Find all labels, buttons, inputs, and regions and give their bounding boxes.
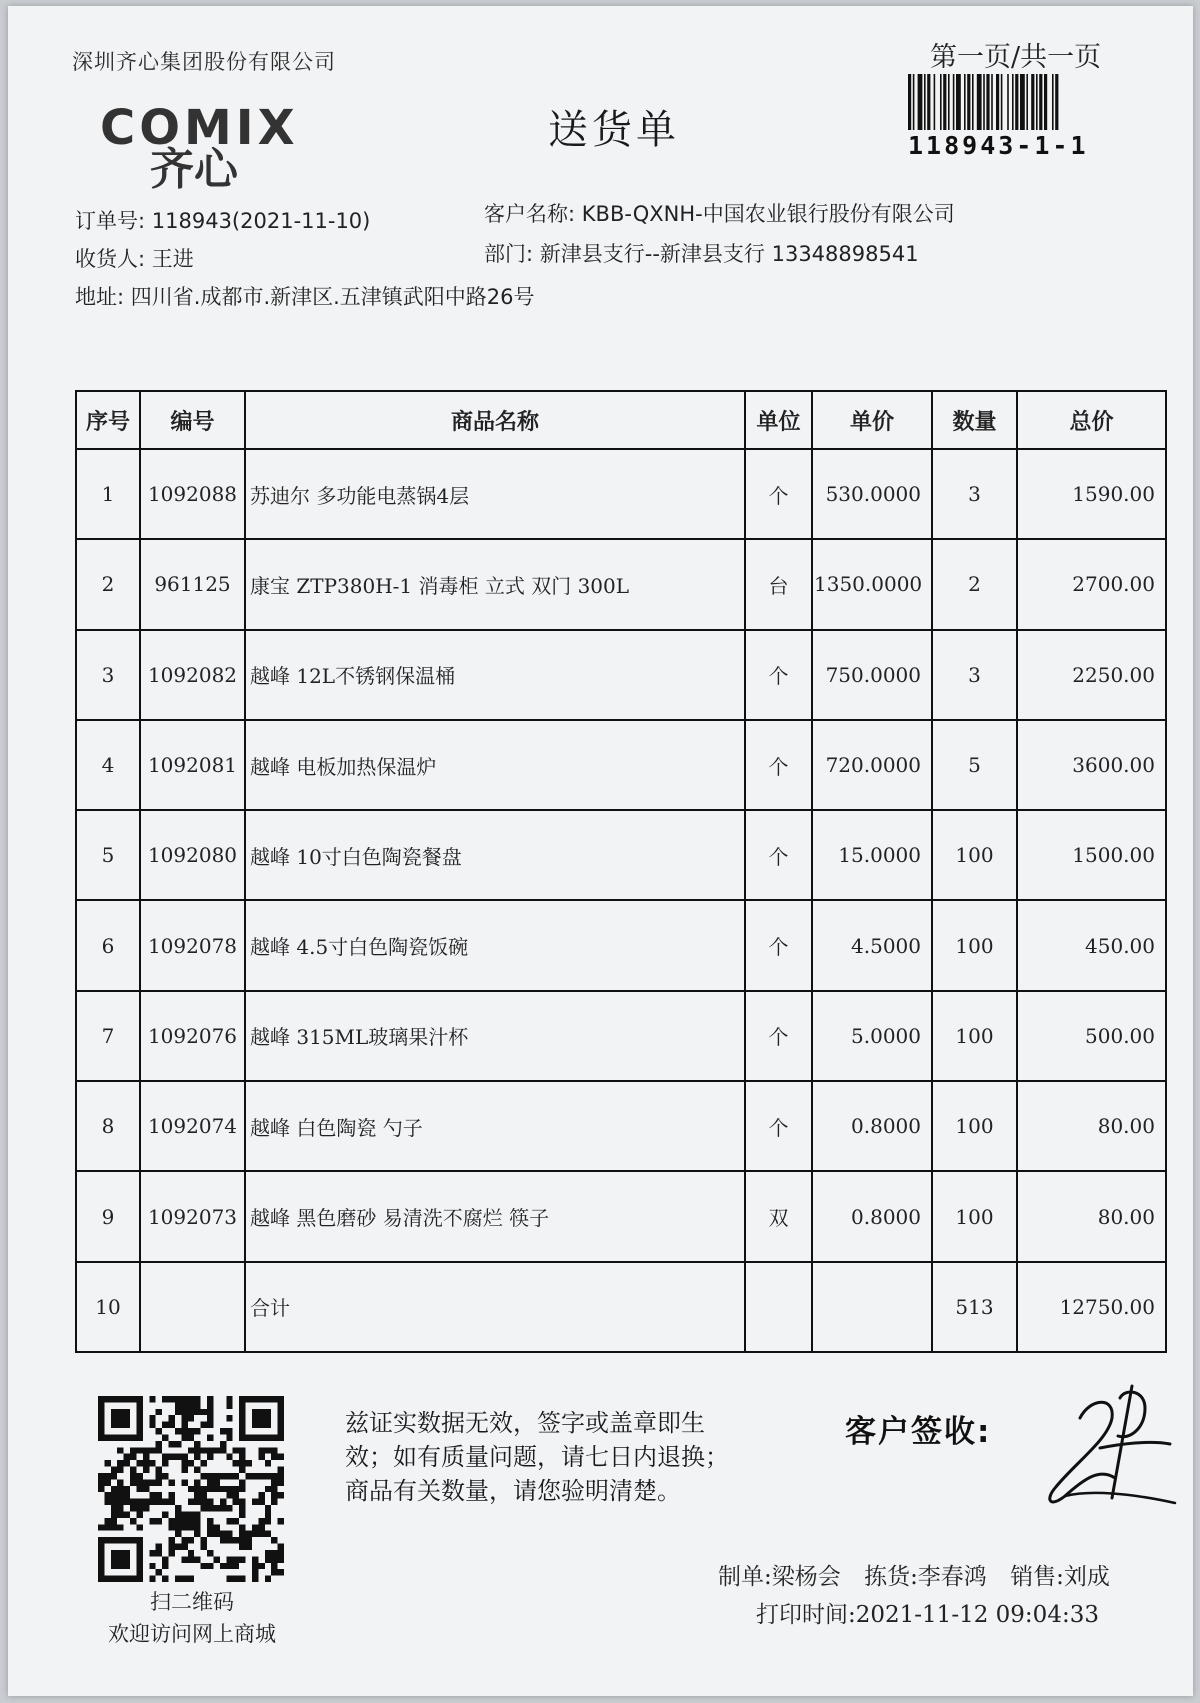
cell-price: 1350.0000 [812, 539, 932, 629]
table-row [76, 539, 1166, 629]
barcode-number: 118943-1-1 [908, 131, 1089, 160]
notice-text [345, 1406, 755, 1508]
items-table [75, 390, 1167, 1353]
address [75, 281, 535, 311]
cell-total: 500.00 [1017, 991, 1166, 1081]
cell-no: 7 [76, 991, 140, 1081]
cell-total: 2700.00 [1017, 539, 1166, 629]
document-title: 送货单 [548, 107, 680, 153]
cell-code: 1092081 [140, 720, 245, 810]
cell-no: 2 [76, 539, 140, 629]
cell-code: 1092088 [140, 449, 245, 539]
cell-name: 越峰 白色陶瓷 勺子 [245, 1081, 745, 1171]
table-row [76, 449, 1166, 539]
cell-unit: 个 [745, 720, 812, 810]
cell-code: 1092082 [140, 630, 245, 720]
customer-sign-label: 客户签收: [845, 1414, 992, 1450]
header-no: 序号 [76, 391, 140, 449]
cell-no: 9 [76, 1171, 140, 1261]
cell-no: 4 [76, 720, 140, 810]
cell-no: 6 [76, 900, 140, 990]
receiver [75, 243, 194, 273]
receiver-label: 收货人: [75, 247, 146, 271]
cell-unit: 个 [745, 900, 812, 990]
cell-unit: 个 [745, 449, 812, 539]
cell-total: 3600.00 [1017, 720, 1166, 810]
cell-name: 越峰 12L不锈钢保温桶 [245, 630, 745, 720]
cell-total: 2250.00 [1017, 630, 1166, 720]
cell-qty: 100 [932, 900, 1017, 990]
logo-en-text: COMIX [100, 100, 299, 156]
cell-price: 5.0000 [812, 991, 932, 1081]
customer-name [484, 198, 955, 228]
order-number-label: 订单号: [75, 209, 146, 233]
department [484, 238, 919, 268]
cell-code: 1092073 [140, 1171, 245, 1261]
qr-caption-line2: 欢迎访问网上商城 [108, 1622, 276, 1646]
cell-unit: 双 [745, 1171, 812, 1261]
receiver-value: 王进 [151, 247, 194, 271]
cell-name: 越峰 电板加热保温炉 [245, 720, 745, 810]
department-label: 部门: [484, 242, 534, 266]
header-name: 商品名称 [245, 391, 745, 449]
table-header-row [76, 391, 1166, 449]
cell-qty: 2 [932, 539, 1017, 629]
page-indicator: 第一页/共一页 [930, 42, 1102, 73]
cell-name: 越峰 黑色磨砂 易清洗不腐烂 筷子 [245, 1171, 745, 1261]
cell-code: 1092074 [140, 1081, 245, 1171]
table-row [76, 991, 1166, 1081]
cell-name: 越峰 4.5寸白色陶瓷饭碗 [245, 900, 745, 990]
cell-total: 80.00 [1017, 1081, 1166, 1171]
cell-unit: 个 [745, 810, 812, 900]
header-code: 编号 [140, 391, 245, 449]
cell-unit: 个 [745, 991, 812, 1081]
qr-code-icon[interactable] [98, 1396, 284, 1582]
cell-qty: 3 [932, 630, 1017, 720]
order-number [75, 205, 370, 235]
signature-icon [1020, 1378, 1180, 1518]
cell-unit: 台 [745, 539, 812, 629]
notice-line: 商品有关数量，请您验明清楚。 [345, 1477, 681, 1505]
notice-line: 兹证实数据无效，签字或盖章即生 [345, 1409, 705, 1437]
logo-cn-text: 齐心 [150, 144, 238, 195]
cell-no: 5 [76, 810, 140, 900]
table-row [76, 810, 1166, 900]
cell-code: 961125 [140, 539, 245, 629]
cell-price: 750.0000 [812, 630, 932, 720]
cell-code [140, 1262, 245, 1352]
cell-qty: 5 [932, 720, 1017, 810]
cell-price: 0.8000 [812, 1171, 932, 1261]
cell-no: 10 [76, 1262, 140, 1352]
notice-line: 效；如有质量问题，请七日内退换； [345, 1443, 729, 1471]
cell-unit [745, 1262, 812, 1352]
table-row [76, 630, 1166, 720]
cell-unit: 个 [745, 630, 812, 720]
cell-name: 苏迪尔 多功能电蒸锅4层 [245, 449, 745, 539]
header-unit: 单位 [745, 391, 812, 449]
comix-logo [100, 100, 299, 195]
header-total: 总价 [1017, 391, 1166, 449]
cell-price: 530.0000 [812, 449, 932, 539]
qr-caption-line1: 扫二维码 [150, 1590, 234, 1614]
cell-qty: 100 [932, 1081, 1017, 1171]
cell-total: 12750.00 [1017, 1262, 1166, 1352]
cell-no: 1 [76, 449, 140, 539]
cell-total: 80.00 [1017, 1171, 1166, 1261]
cell-qty: 513 [932, 1262, 1017, 1352]
department-value: 新津县支行--新津县支行 13348898541 [539, 242, 919, 266]
cell-qty: 100 [932, 810, 1017, 900]
cell-name: 合计 [245, 1262, 745, 1352]
cell-price: 15.0000 [812, 810, 932, 900]
order-number-value: 118943(2021-11-10) [151, 209, 371, 233]
cell-name: 康宝 ZTP380H-1 消毒柜 立式 双门 300L [245, 539, 745, 629]
qr-caption [72, 1586, 312, 1650]
table-row [76, 900, 1166, 990]
cell-total: 1590.00 [1017, 449, 1166, 539]
staff-info [718, 1558, 1126, 1591]
cell-no: 3 [76, 630, 140, 720]
cell-qty: 100 [932, 991, 1017, 1081]
cell-no: 8 [76, 1081, 140, 1171]
cell-name: 越峰 10寸白色陶瓷餐盘 [245, 810, 745, 900]
header-price: 单价 [812, 391, 932, 449]
print-time: 打印时间:2021-11-12 09:04:33 [756, 1602, 1099, 1628]
sales: 销售:刘成 [1010, 1564, 1110, 1590]
cell-code: 1092078 [140, 900, 245, 990]
cell-name: 越峰 315ML玻璃果汁杯 [245, 991, 745, 1081]
customer-value: KBB-QXNH-中国农业银行股份有限公司 [581, 202, 955, 226]
cell-price: 4.5000 [812, 900, 932, 990]
cell-price: 0.8000 [812, 1081, 932, 1171]
cell-unit: 个 [745, 1081, 812, 1171]
cell-price [812, 1262, 932, 1352]
table-row [76, 720, 1166, 810]
cell-price: 720.0000 [812, 720, 932, 810]
header-qty: 数量 [932, 391, 1017, 449]
address-label: 地址: [75, 285, 125, 309]
cell-code: 1092080 [140, 810, 245, 900]
cell-total: 1500.00 [1017, 810, 1166, 900]
customer-label: 客户名称: [484, 202, 576, 226]
barcode-icon [908, 74, 1122, 130]
cell-code: 1092076 [140, 991, 245, 1081]
cell-qty: 3 [932, 449, 1017, 539]
table-row [76, 1081, 1166, 1171]
maker: 制单:梁杨会 [718, 1564, 841, 1590]
cell-qty: 100 [932, 1171, 1017, 1261]
picker: 拣货:李春鸿 [864, 1564, 987, 1590]
table-row [76, 1171, 1166, 1261]
address-value: 四川省.成都市.新津区.五津镇武阳中路26号 [130, 285, 535, 309]
table-total-row [76, 1262, 1166, 1352]
company-name: 深圳齐心集团股份有限公司 [72, 50, 336, 74]
cell-total: 450.00 [1017, 900, 1166, 990]
